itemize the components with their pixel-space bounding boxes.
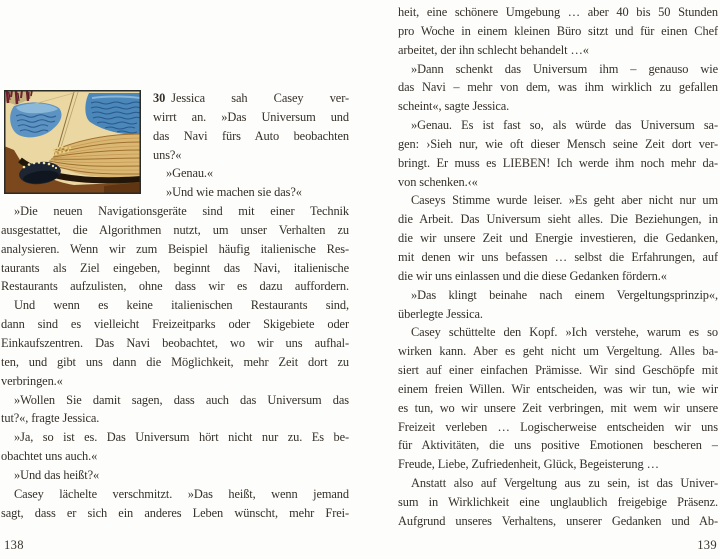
page-number-left: 138 — [4, 538, 24, 552]
text-line: für Aktivitäten, die uns positive Emotionen bescheren – — [398, 438, 718, 453]
text-line: siert auf einer einfachen Prämisse. Wir sind Geschöpfe mit — [398, 363, 718, 378]
right-text-column — [398, 3, 718, 531]
text-line: Anstatt also auf Vergeltung aus zu sein, ist das Univer- — [411, 476, 718, 491]
text-line: scheint«, sagte Jessica. — [398, 99, 510, 114]
text-line: es tun, wo wir unsere Zeit verbringen, mit wem wir unsere — [398, 400, 718, 415]
text-line: Caseys Stimme wurde leiser. »Es geht aber nicht nur um — [411, 193, 718, 208]
text-line: heit, eine schönere Umgebung … aber 40 bis 50 Stunden — [398, 5, 718, 19]
text-line: sagt, dass er sich ein anderes Leben wünscht, mehr Frei- — [1, 505, 349, 520]
text-line: sum in Wirklichkeit eine unglaublich freigebige Präsenz. — [398, 494, 718, 509]
text-line: wirken kann. Aber es geht nicht um Vergeltung. Alles ba- — [398, 344, 718, 359]
open-book-woodcut-illustration — [4, 90, 141, 194]
text-line: gen: ›Sieh nur, wie oft dieser Mensch seine Zeit dort ver- — [398, 136, 718, 151]
text-line: »Genau. Es ist fast so, als würde das Universum sa- — [411, 118, 718, 133]
text-line: Casey schüttelte den Kopf. »Ich verstehe, warum es so — [411, 325, 718, 340]
text-line: die Arbeit. Das Universum sieht alles. Die Beziehungen, in — [398, 212, 718, 227]
text-line: »Ja, so ist es. Das Universum hört nicht nur zu. Es be- — [14, 430, 349, 445]
text-line: das Navi fürs Auto beobachten — [153, 128, 349, 143]
text-line: ausgestattet, die Algorithmen nutzt, um unser Verhalten zu — [1, 222, 349, 237]
text-line: taurants als Ziel eingeben, beginnt das Navi, italienische — [1, 260, 349, 275]
text-line: Casey lächelte verschmitzt. »Das heißt, wenn jemand — [14, 486, 349, 501]
text-line: »Und das heißt?« — [14, 467, 100, 482]
text-line: obachtet uns auch.« — [1, 449, 98, 464]
page-number-right: 139 — [697, 538, 717, 552]
text-line: tut?«, fragte Jessica. — [1, 411, 100, 426]
text-line: Restaurants aufzulisten, ohne dass wir es dazu auffordern. — [1, 279, 349, 294]
text-line: verbringen.« — [1, 373, 63, 388]
text-line: Und wenn es keine italienischen Restaurants sind, — [14, 298, 349, 313]
text-line: »Das klingt beinahe nach einem Vergeltungsprinzip«, — [411, 287, 718, 302]
text-line: einem freien Willen. Wir entscheiden, was wir tun, wie wir — [398, 381, 718, 396]
text-line: 30 Jessica sah Casey ver- — [153, 91, 349, 105]
text-line: »Und wie machen sie das?« — [166, 185, 302, 200]
text-line: Aufgrund unseres Verhaltens, unserer Gedanken und Ab- — [398, 513, 718, 528]
text-line: Freizeit verleben … Logischerweise entscheiden wir uns — [398, 419, 718, 434]
text-line: bringt. Er muss es LIEBEN! Ich werde ihm noch mehr da- — [398, 155, 718, 170]
text-line: Einkaufszentren. Das Navi beobachtet, wo wir uns aufhal- — [1, 335, 349, 350]
text-line: das Navi – mehr von dem, was ihm wirklich zu gefallen — [398, 80, 718, 95]
text-line: wirrt an. »Das Universum und — [153, 109, 349, 124]
text-line: pro Woche in einem kleinen Büro sitzt und für einen Chef — [398, 23, 718, 38]
text-line: arbeitet, der ihn schlecht behandelt …« — [398, 42, 589, 57]
text-line: »Wollen Sie damit sagen, dass auch das Universum das — [14, 392, 349, 407]
text-line: »Dann schenkt das Universum ihm – genauso wie — [411, 61, 718, 76]
text-line: uns?« — [153, 147, 182, 162]
left-text-column — [1, 89, 349, 522]
text-line: »Die neuen Navigationsgeräte sind mit einer Technik — [14, 204, 349, 219]
text-line: »Genau.« — [166, 166, 214, 181]
text-line: die wir uns einlassen und die diese Gedanken fördern.« — [398, 268, 667, 283]
text-line: dann sind es vielleicht Freizeitparks oder Skigebiete oder — [1, 317, 349, 332]
text-line: die wir unsere Zeit und Energie investieren, die Gedanken, — [398, 231, 718, 246]
text-line: ten, und gibt uns dann die Möglichkeit, mehr Zeit dort zu — [1, 354, 349, 369]
text-line: mit denen wir uns befassen … selbst die Erfahrungen, auf — [398, 249, 718, 264]
text-line: analysieren. Wenn wir zum Beispiel häufig italienische Res- — [1, 241, 349, 256]
text-line: von schenken.‹« — [398, 174, 478, 189]
text-line: Freude, Liebe, Zufriedenheit, Glück, Begeisterung … — [398, 457, 659, 472]
text-line: überlegte Jessica. — [398, 306, 483, 321]
